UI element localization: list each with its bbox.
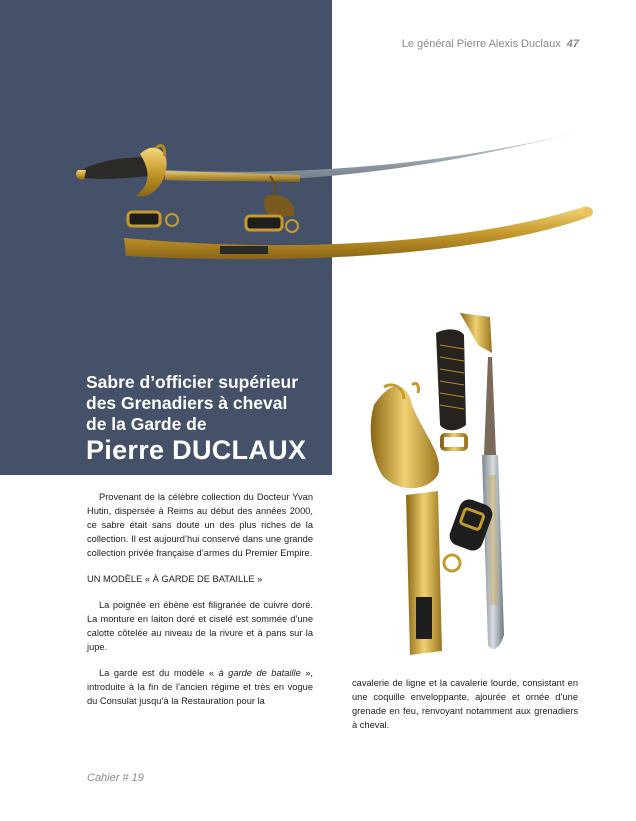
paragraph-guard-continued: cavalerie de ligne et la cavalerie lourde, consistant en une coquille enveloppante, ajourée et ornée d’une grenade en feu, renvoyant notamment aux grenadiers à cheval. [352, 678, 578, 730]
hilt-and-scabbard-parts-photo [364, 305, 584, 655]
title-line-1: Sabre d’officier supérieur [86, 372, 299, 392]
guard-text-before: La garde est du modèle « [99, 668, 219, 678]
running-header [402, 38, 579, 50]
article-title [86, 372, 336, 465]
footer-issue: Cahier # 19 [87, 772, 144, 784]
section-subheading: UN MODÈLE « À GARDE DE BATAILLE » [87, 574, 263, 584]
title-line-2: des Grenadiers à cheval [86, 393, 288, 413]
paragraph-guard [87, 666, 313, 708]
guard-text-italic: à garde de bataille [218, 668, 301, 678]
paragraph-provenance: Provenant de la célèbre collection du Docteur Yvan Hutin, dispersée à Reims au début des années 2000, ce sabre était sans doute un des plus riches de la collection. Il est aujourd’hui conservé dans une grande collection privée française d’armes du Premier Empire. [87, 492, 313, 558]
text-column-left [87, 490, 313, 708]
title-line-3: de la Garde de [86, 414, 207, 434]
text-column-right [352, 676, 578, 732]
title-name: Pierre DUCLAUX [86, 435, 307, 465]
paragraph-grip: La poignée en ébène est filigranée de cuivre doré. La monture en laiton doré et ciselé est sommée d’une calotte côtelée au niveau de la rivure et à pans sur la jupe. [87, 600, 313, 652]
running-title: Le général Pierre Alexis Duclaux [401, 38, 561, 50]
page-number: 47 [566, 38, 579, 50]
guard-text-after: », introduite à la fin de l’ancien régime et très en vogue du Consulat jusqu’à la Restauration pour la [87, 668, 313, 706]
saber-and-scabbard-photo [70, 118, 620, 268]
